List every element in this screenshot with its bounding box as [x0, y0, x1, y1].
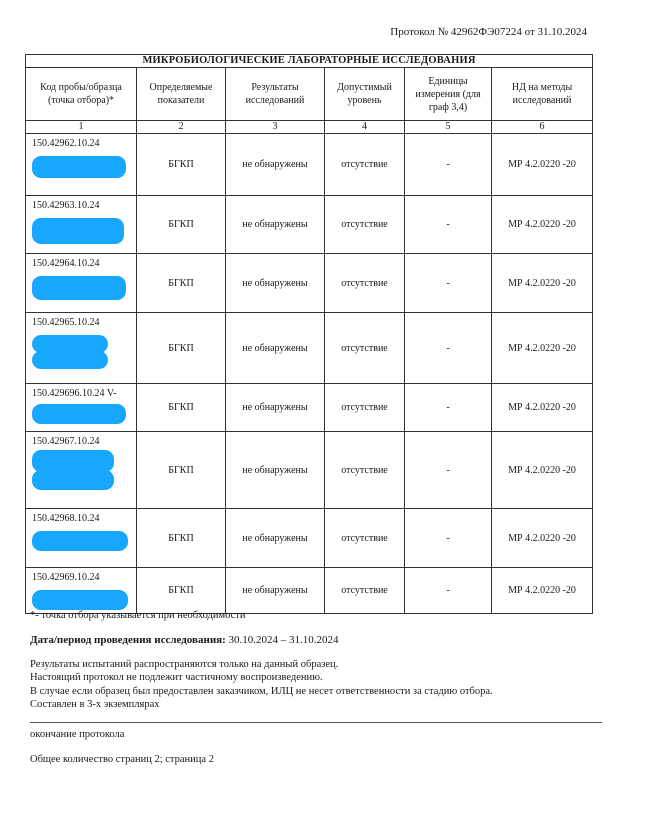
redaction-mark: [32, 470, 114, 490]
permissible-level-text: отсутствие: [341, 219, 388, 230]
sample-code-text: 150.42969.10.24: [32, 572, 100, 583]
indicator: [137, 384, 226, 432]
end-of-protocol: окончание протокола: [30, 729, 125, 740]
permissible-level-text: отсутствие: [341, 159, 388, 170]
redaction-mark: [32, 404, 126, 424]
table-row: [26, 254, 593, 313]
note-line: В случае если образец был предоставлен заказчиком, ИЛЦ не несет ответственности за стадию отбора.: [30, 685, 493, 697]
indicator-text: БГКП: [168, 402, 194, 413]
sample-code-text: 150.429696.10.24 V-: [32, 388, 117, 399]
page-count: Общее количество страниц 2; страница 2: [30, 754, 214, 765]
result: [226, 196, 325, 254]
unit-text: -: [446, 464, 450, 476]
unit: [405, 509, 492, 568]
unit: [405, 254, 492, 313]
indicator: [137, 432, 226, 509]
result: [226, 568, 325, 614]
indicator: [137, 313, 226, 384]
method-doc: [492, 509, 593, 568]
result: [226, 432, 325, 509]
permissible-level: [325, 313, 405, 384]
unit-text: -: [446, 159, 450, 170]
unit-text: -: [446, 402, 450, 413]
result-text: не обнаружены: [242, 402, 308, 413]
column-number: 6: [492, 121, 593, 134]
result: [226, 384, 325, 432]
method-doc-text: МР 4.2.0220 -20: [508, 219, 576, 230]
column-header: Код пробы/образца (точка отбора)*: [26, 68, 137, 121]
unit-text: -: [446, 532, 450, 544]
method-doc-text: МР 4.2.0220 -20: [508, 159, 576, 170]
indicator-text: БГКП: [168, 219, 194, 230]
indicator-text: БГКП: [168, 277, 194, 289]
table-row: [26, 384, 593, 432]
permissible-level: [325, 509, 405, 568]
column-number: 2: [137, 121, 226, 134]
sample-code-text: 150.42964.10.24: [32, 258, 100, 269]
method-doc: [492, 134, 593, 196]
table-row: [26, 196, 593, 254]
permissible-level: [325, 568, 405, 614]
redaction-mark: [32, 531, 128, 551]
unit: [405, 196, 492, 254]
method-doc: [492, 254, 593, 313]
indicator-text: БГКП: [168, 464, 194, 476]
column-header: НД на методы исследований: [492, 68, 593, 121]
method-doc-text: МР 4.2.0220 -20: [508, 342, 576, 354]
sample-code: [26, 196, 137, 254]
sample-code: [26, 432, 137, 509]
redaction-mark: [32, 218, 124, 244]
column-number: 5: [405, 121, 492, 134]
redaction-mark: [32, 590, 128, 610]
result-text: не обнаружены: [242, 342, 308, 354]
sample-code-text: 150.42968.10.24: [32, 513, 100, 524]
divider: [30, 722, 602, 723]
unit: [405, 313, 492, 384]
method-doc: [492, 432, 593, 509]
sample-code: [26, 384, 137, 432]
permissible-level: [325, 254, 405, 313]
result: [226, 134, 325, 196]
permissible-level: [325, 134, 405, 196]
notes-block: [30, 658, 493, 711]
redaction-mark: [32, 351, 108, 369]
permissible-level-text: отсутствие: [341, 585, 388, 596]
permissible-level-text: отсутствие: [341, 532, 388, 544]
sample-code: [26, 134, 137, 196]
unit: [405, 134, 492, 196]
result-text: не обнаружены: [242, 219, 308, 230]
table-row: [26, 509, 593, 568]
indicator-text: БГКП: [168, 159, 194, 170]
permissible-level: [325, 432, 405, 509]
indicator: [137, 568, 226, 614]
sample-code-text: 150.42965.10.24: [32, 317, 100, 328]
note-line: Составлен в 3-х экземплярах: [30, 698, 160, 710]
unit-text: -: [446, 219, 450, 230]
research-period-value: 30.10.2024 – 31.10.2024: [225, 634, 339, 646]
indicator: [137, 134, 226, 196]
sample-code-text: 150.42967.10.24: [32, 436, 100, 447]
indicator-text: БГКП: [168, 532, 194, 544]
indicator-text: БГКП: [168, 342, 194, 354]
permissible-level: [325, 196, 405, 254]
table-row: [26, 313, 593, 384]
footnote: *- точка отбора указывается при необходимости: [30, 610, 246, 621]
column-header: Результаты исследований: [226, 68, 325, 121]
column-number: 4: [325, 121, 405, 134]
table-title: МИКРОБИОЛОГИЧЕСКИЕ ЛАБОРАТОРНЫЕ ИССЛЕДОВАНИЯ: [26, 55, 593, 68]
column-header: Допустимый уровень: [325, 68, 405, 121]
column-number: 3: [226, 121, 325, 134]
method-doc-text: МР 4.2.0220 -20: [508, 532, 576, 544]
table-row: [26, 568, 593, 614]
indicator: [137, 254, 226, 313]
result-text: не обнаружены: [242, 585, 308, 596]
research-period: [30, 634, 339, 646]
lab-results-table: [25, 54, 593, 614]
result: [226, 509, 325, 568]
unit: [405, 384, 492, 432]
method-doc: [492, 568, 593, 614]
permissible-level-text: отсутствие: [341, 342, 388, 354]
result-text: не обнаружены: [242, 277, 308, 289]
result-text: не обнаружены: [242, 159, 308, 170]
table-row: [26, 432, 593, 509]
permissible-level-text: отсутствие: [341, 402, 388, 413]
table-row: [26, 134, 593, 196]
method-doc: [492, 196, 593, 254]
sample-code: [26, 568, 137, 614]
unit: [405, 568, 492, 614]
redaction-mark: [32, 276, 126, 300]
method-doc-text: МР 4.2.0220 -20: [508, 402, 576, 413]
method-doc: [492, 313, 593, 384]
note-line: Результаты испытаний распространяются только на данный образец.: [30, 659, 339, 670]
protocol-number: Протокол № 42962ФЭ07224 от 31.10.2024: [390, 26, 587, 38]
result-text: не обнаружены: [242, 464, 308, 476]
sample-code: [26, 509, 137, 568]
permissible-level: [325, 384, 405, 432]
research-period-label: Дата/период проведения исследования:: [30, 634, 226, 646]
redaction-mark: [32, 156, 126, 178]
permissible-level-text: отсутствие: [341, 464, 388, 476]
permissible-level-text: отсутствие: [341, 277, 388, 289]
indicator-text: БГКП: [168, 585, 194, 596]
indicator: [137, 196, 226, 254]
method-doc: [492, 384, 593, 432]
redaction-mark: [32, 450, 114, 472]
sample-code-text: 150.42962.10.24: [32, 138, 100, 149]
result: [226, 254, 325, 313]
note-line: Настоящий протокол не подлежит частичному воспроизведению.: [30, 672, 323, 684]
unit-text: -: [446, 585, 450, 596]
method-doc-text: МР 4.2.0220 -20: [508, 585, 576, 596]
indicator: [137, 509, 226, 568]
method-doc-text: МР 4.2.0220 -20: [508, 277, 576, 289]
method-doc-text: МР 4.2.0220 -20: [508, 464, 576, 476]
sample-code: [26, 313, 137, 384]
result: [226, 313, 325, 384]
sample-code-text: 150.42963.10.24: [32, 200, 100, 211]
column-number: 1: [26, 121, 137, 134]
unit-text: -: [446, 342, 450, 354]
column-header: Единицы измерения (для граф 3,4): [405, 68, 492, 121]
unit-text: -: [446, 277, 450, 289]
unit: [405, 432, 492, 509]
sample-code: [26, 254, 137, 313]
result-text: не обнаружены: [242, 532, 308, 544]
column-header: Определяемые показатели: [137, 68, 226, 121]
